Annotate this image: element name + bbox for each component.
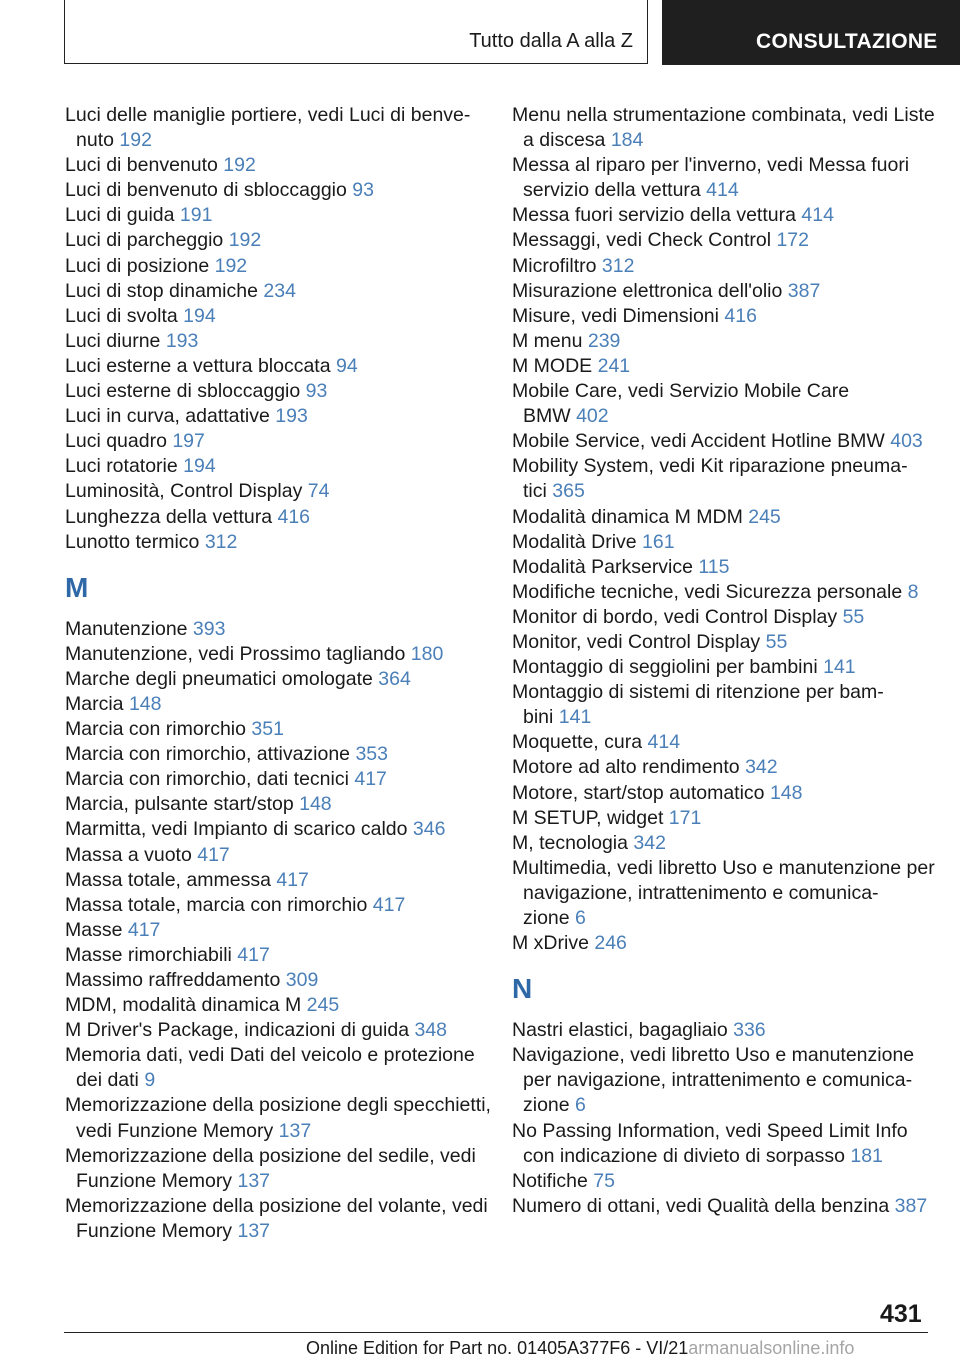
page-reference-link[interactable]: 414 xyxy=(706,179,739,202)
page-reference-link[interactable]: 414 xyxy=(801,204,834,227)
index-entry-text: Marmitta, vedi Impianto di scarico caldo xyxy=(65,818,413,841)
page-reference-link[interactable]: 141 xyxy=(823,656,856,679)
index-entry-text: Marcia con rimorchio xyxy=(65,718,252,741)
index-entry-text: Marcia con rimorchio, dati tecnici xyxy=(65,768,355,791)
index-entry xyxy=(512,429,932,454)
index-entry-text: Navigazione, vedi libretto Uso e manutenzione xyxy=(512,1044,915,1067)
index-entry-text: M Driver's Package, indicazioni di guida xyxy=(65,1019,415,1042)
page-reference-link[interactable]: 74 xyxy=(307,480,330,503)
index-entry-text: Memorizzazione della posizione degli specchietti, xyxy=(65,1094,491,1117)
index-entry-text: Messa fuori servizio della vettura xyxy=(512,204,802,227)
page-reference-link[interactable]: 148 xyxy=(128,692,162,715)
index-entry-text: Funzione Memory xyxy=(76,1169,238,1192)
index-entry-text: Luci rotatorie xyxy=(65,455,184,478)
index-entry-text: Luci di svolta xyxy=(65,304,184,327)
index-entry xyxy=(65,1043,485,1093)
index-entry xyxy=(65,429,485,454)
index-entry xyxy=(512,781,932,806)
index-entry-text: Microfiltro xyxy=(512,254,602,277)
index-entry-text: Massa totale, marcia con rimorchio xyxy=(65,893,373,916)
page-reference-link[interactable]: 137 xyxy=(237,1219,271,1242)
index-entry-text: Funzione Memory xyxy=(76,1219,238,1242)
page-reference-link[interactable]: 416 xyxy=(277,505,311,528)
index-entry-text: Mobility System, vedi Kit riparazione pneuma- xyxy=(512,455,908,478)
page-reference-link[interactable]: 417 xyxy=(127,918,161,941)
page-reference-link[interactable]: 312 xyxy=(601,254,635,277)
index-entry-text: Memoria dati, vedi Dati del veicolo e protezione xyxy=(65,1044,475,1067)
index-entry xyxy=(512,680,932,730)
page-reference-link[interactable]: 148 xyxy=(769,781,803,804)
index-entry-text: Modalità dinamica M MDM xyxy=(512,505,749,528)
page-reference-link[interactable]: 148 xyxy=(299,793,332,816)
index-entry xyxy=(512,228,932,253)
index-entry-text: M, tecnologia xyxy=(512,831,634,854)
index-entry-text: Massimo raffreddamento xyxy=(65,969,286,991)
page-reference-link[interactable]: 137 xyxy=(237,1169,271,1192)
header-left-box xyxy=(64,0,648,64)
page-reference-link[interactable]: 309 xyxy=(285,969,319,991)
index-entry-text: Nastri elastici, bagagliaio xyxy=(512,1019,734,1042)
index-letter-n: N xyxy=(512,973,533,1005)
index-entry xyxy=(65,717,485,742)
index-entry-text: servizio della vettura xyxy=(523,179,707,202)
index-entry xyxy=(65,943,485,968)
index-entry xyxy=(65,454,485,479)
index-entry-text: Massa totale, ammessa xyxy=(65,868,277,891)
index-entry xyxy=(65,968,485,993)
index-entry-text: Motore, start/stop automatico xyxy=(512,781,770,804)
index-entry-text: Memorizzazione della posizione del sedile, vedi xyxy=(65,1144,476,1167)
index-entry-text: BMW xyxy=(523,405,577,428)
page-reference-link[interactable]: 239 xyxy=(587,329,621,352)
index-entry xyxy=(512,555,932,580)
page-reference-link[interactable]: 6 xyxy=(575,907,586,929)
index-entry xyxy=(512,153,932,203)
index-entry-text: M MODE xyxy=(512,354,598,377)
index-entry-text: Lunotto termico xyxy=(65,530,205,553)
index-entry-text: Luci esterne a vettura bloccata xyxy=(65,354,336,377)
index-entry xyxy=(65,404,485,429)
index-entry-text: M menu xyxy=(512,329,588,352)
index-entry xyxy=(512,329,932,354)
index-entry xyxy=(65,868,485,893)
page-reference-link[interactable]: 194 xyxy=(183,304,216,327)
index-entry xyxy=(65,1144,485,1194)
index-entry xyxy=(512,1194,932,1219)
index-entry-text: Modalità Parkservice xyxy=(512,555,699,578)
index-entry xyxy=(512,530,932,555)
page-reference-link[interactable]: 393 xyxy=(192,617,226,640)
index-entry-text: Luci diurne xyxy=(65,329,166,352)
index-entry xyxy=(512,655,932,680)
index-entry-text: Misure, vedi Dimensioni xyxy=(512,304,725,327)
index-entry xyxy=(65,279,485,304)
footer-watermark: armanualsonline.info xyxy=(688,1338,855,1358)
page-reference-link[interactable]: 342 xyxy=(633,831,666,854)
index-entry-text: Massa a vuoto xyxy=(65,843,198,866)
page-reference-link[interactable]: 353 xyxy=(355,743,388,766)
header-tab xyxy=(662,0,960,65)
index-entry-text: Motore ad alto rendimento xyxy=(512,756,746,779)
index-entry-text: vedi Funzione Memory xyxy=(76,1119,279,1142)
index-letter-m: M xyxy=(65,571,89,603)
index-column-left xyxy=(65,103,491,1244)
index-entry xyxy=(65,692,485,717)
index-entry xyxy=(65,329,485,354)
index-entry xyxy=(65,817,485,842)
index-entry-text: Manutenzione xyxy=(65,617,193,640)
index-group-m xyxy=(65,617,491,1244)
page-reference-link[interactable]: 193 xyxy=(275,405,308,428)
index-entry-text: Montaggio di sistemi di ritenzione per bam- xyxy=(512,681,884,704)
index-group-n xyxy=(512,1018,932,1219)
page-reference-link[interactable]: 342 xyxy=(745,756,778,779)
index-entry xyxy=(65,153,485,178)
index-entry xyxy=(65,893,485,918)
index-entry-text: Montaggio di seggiolini per bambini xyxy=(512,656,824,679)
page-reference-link[interactable]: 348 xyxy=(414,1019,448,1042)
index-entry xyxy=(65,103,485,153)
index-entry xyxy=(65,354,485,379)
index-entry xyxy=(65,254,485,279)
index-entry-text: Messa al riparo per l'inverno, vedi Messa fuori xyxy=(512,154,910,177)
index-entry xyxy=(512,203,932,228)
index-entry-text: Marche degli pneumatici omologate xyxy=(65,667,379,690)
index-entry-text: Multimedia, vedi libretto Uso e manutenzione per xyxy=(512,856,935,879)
page-reference-link[interactable]: 387 xyxy=(787,279,821,302)
index-entry xyxy=(512,279,932,304)
page-reference-link[interactable]: 414 xyxy=(647,731,681,754)
index-entry xyxy=(65,304,485,329)
index-entry-text: Mobile Care, vedi Servizio Mobile Care xyxy=(512,380,850,403)
footer-divider xyxy=(64,1332,928,1333)
page-reference-link[interactable]: 312 xyxy=(204,530,238,553)
index-entry-text: Masse rimorchiabili xyxy=(65,943,238,966)
index-entry-text: Masse xyxy=(65,918,128,941)
index-entry xyxy=(65,667,485,692)
index-entry xyxy=(512,856,935,931)
page-reference-link[interactable]: 365 xyxy=(552,480,585,503)
index-entry xyxy=(65,792,485,817)
index-entry xyxy=(512,254,932,279)
page-reference-link[interactable]: 417 xyxy=(276,868,309,891)
index-entry-text: Monitor di bordo, vedi Control Display xyxy=(512,605,843,628)
header-tab-label: CONSULTAZIONE xyxy=(756,30,938,53)
index-entry-text: Luci di stop dinamiche xyxy=(65,279,264,302)
index-entry xyxy=(512,806,932,831)
index-entry xyxy=(512,605,932,630)
index-entry xyxy=(65,379,485,404)
index-entry xyxy=(65,530,485,555)
index-entry-text: Lunghezza della vettura xyxy=(65,505,278,528)
page-reference-link[interactable]: 192 xyxy=(223,154,256,177)
index-entry-text: Luci delle maniglie portiere, vedi Luci di benve- xyxy=(65,104,471,126)
index-entry-text: Numero di ottani, vedi Qualità della benzina xyxy=(512,1194,895,1217)
page-reference-link[interactable]: 94 xyxy=(336,354,358,377)
index-entry-text: nuto xyxy=(76,129,120,152)
index-entry xyxy=(65,993,485,1018)
index-entry-text: No Passing Information, vedi Speed Limit Info xyxy=(512,1119,908,1142)
page-reference-link[interactable]: 8 xyxy=(907,580,919,603)
page-reference-link[interactable]: 93 xyxy=(305,380,328,403)
page-reference-link[interactable]: 241 xyxy=(597,354,631,377)
index-entry-text: Luci in curva, adattative xyxy=(65,405,276,428)
page-reference-link[interactable]: 191 xyxy=(179,204,213,227)
page-number: 431 xyxy=(880,1300,922,1328)
index-entry xyxy=(65,505,485,530)
index-entry-text: Misurazione elettronica dell'olio xyxy=(512,279,788,302)
index-entry-text: Memorizzazione della posizione del volante, vedi xyxy=(65,1194,488,1217)
index-entry-text: Luci esterne di sbloccaggio xyxy=(65,380,306,403)
index-entry xyxy=(512,831,932,856)
index-entry-text: Luci di benvenuto xyxy=(65,154,224,177)
index-entry-text: Luci di posizione xyxy=(65,254,215,277)
index-entry-text: Monitor, vedi Control Display xyxy=(512,630,766,653)
page-reference-link[interactable]: 193 xyxy=(165,329,199,352)
page-reference-link[interactable]: 115 xyxy=(698,555,730,578)
index-entry xyxy=(512,379,932,429)
page-reference-link[interactable]: 180 xyxy=(410,642,444,665)
index-entry xyxy=(512,630,932,655)
footer-edition-text: Online Edition for Part no. 01405A377F6 - VI/21 xyxy=(306,1338,689,1358)
index-entry xyxy=(512,1119,932,1169)
index-entry xyxy=(512,1018,932,1043)
index-entry-text: MDM, modalità dinamica M xyxy=(65,994,307,1017)
index-entry-text: Luci di guida xyxy=(65,204,180,227)
page-reference-link[interactable]: 55 xyxy=(765,630,788,653)
index-entry-text: Marcia con rimorchio, attivazione xyxy=(65,743,356,766)
page-reference-link[interactable]: 6 xyxy=(575,1094,586,1117)
index-entry xyxy=(512,755,932,780)
index-entry xyxy=(512,505,932,530)
index-entry-text: Luci quadro xyxy=(65,430,173,453)
index-entry xyxy=(65,617,485,642)
index-entry xyxy=(512,730,932,755)
index-entry-text: navigazione, intrattenimento e comunica- xyxy=(523,881,879,904)
page-reference-link[interactable]: 141 xyxy=(558,706,592,729)
page-reference-link[interactable]: 171 xyxy=(668,806,702,829)
index-entry-text: Luci di benvenuto di sbloccaggio xyxy=(65,179,353,202)
index-entry-text: zione xyxy=(523,907,576,929)
index-entry-text: Mobile Service, vedi Accident Hotline BMW xyxy=(512,430,891,453)
index-entry-text: Moquette, cura xyxy=(512,731,648,754)
index-entry xyxy=(512,354,932,379)
index-entry xyxy=(65,1194,488,1244)
index-entry xyxy=(65,767,485,792)
index-entry xyxy=(65,479,485,504)
index-entry xyxy=(65,742,485,767)
index-entry xyxy=(512,1043,932,1118)
index-entry-text: con indicazione di divieto di sorpasso xyxy=(523,1144,851,1167)
index-entry xyxy=(65,1018,485,1043)
page-reference-link[interactable]: 192 xyxy=(228,229,262,252)
index-entry-text: Notifiche xyxy=(512,1169,594,1192)
page-reference-link[interactable]: 417 xyxy=(354,768,387,791)
index-group-l xyxy=(65,103,485,555)
index-entry xyxy=(512,1169,932,1194)
page-reference-link[interactable]: 416 xyxy=(724,304,757,327)
page-reference-link[interactable]: 402 xyxy=(576,405,609,428)
page-reference-link[interactable]: 351 xyxy=(251,718,284,741)
page-reference-link[interactable]: 184 xyxy=(610,129,644,152)
index-entry-text: Menu nella strumentazione combinata, vedi Liste xyxy=(512,104,935,126)
page-reference-link[interactable]: 417 xyxy=(372,893,406,916)
page-reference-link[interactable]: 387 xyxy=(894,1194,928,1217)
index-entry xyxy=(512,580,932,605)
page-reference-link[interactable]: 197 xyxy=(172,430,205,453)
page-reference-link[interactable]: 234 xyxy=(263,279,296,302)
page-reference-link[interactable]: 417 xyxy=(197,843,230,866)
index-entry-text: a discesa xyxy=(523,129,611,152)
page-reference-link[interactable]: 245 xyxy=(306,994,340,1017)
index-entry-text: M SETUP, widget xyxy=(512,806,669,829)
index-entry-text: Messaggi, vedi Check Control xyxy=(512,229,777,252)
index-entry-text: Luci di parcheggio xyxy=(65,229,229,252)
index-entry-text: Modifiche tecniche, vedi Sicurezza personale xyxy=(512,580,908,603)
index-entry-text: zione xyxy=(523,1094,576,1117)
header-section-label: Tutto dalla A alla Z xyxy=(469,30,633,52)
index-entry xyxy=(512,103,935,153)
page-reference-link[interactable]: 192 xyxy=(214,254,248,277)
index-entry-text: Luminosità, Control Display xyxy=(65,480,308,503)
index-entry-text: Marcia xyxy=(65,692,129,715)
page-reference-link[interactable]: 417 xyxy=(237,943,270,966)
page-reference-link[interactable]: 245 xyxy=(748,505,781,528)
index-entry xyxy=(65,918,485,943)
index-entry-text: Marcia, pulsante start/stop xyxy=(65,793,300,816)
page-reference-link[interactable]: 9 xyxy=(144,1069,156,1092)
index-entry-text: M xDrive xyxy=(512,932,595,955)
index-entry-text: per navigazione, intrattenimento e comunica- xyxy=(523,1069,913,1092)
index-entry xyxy=(65,203,485,228)
page-reference-link[interactable]: 336 xyxy=(733,1019,766,1042)
index-entry xyxy=(65,178,485,203)
index-entry xyxy=(512,304,932,329)
index-entry xyxy=(65,228,485,253)
index-entry xyxy=(65,1093,491,1143)
footer-edition xyxy=(306,1338,854,1359)
index-entry-text: Modalità Drive xyxy=(512,530,643,553)
index-entry xyxy=(65,642,485,667)
page-reference-link[interactable]: 93 xyxy=(352,179,374,202)
index-entry-text: tici xyxy=(523,480,553,503)
page-reference-link[interactable]: 194 xyxy=(183,455,216,478)
index-entry xyxy=(65,843,485,868)
index-entry-text: dei dati xyxy=(76,1069,145,1092)
page-reference-link[interactable]: 181 xyxy=(850,1144,883,1167)
index-entry xyxy=(512,931,932,956)
page-reference-link[interactable]: 346 xyxy=(412,818,446,841)
index-column-right xyxy=(512,103,935,1219)
index-entry-text: Manutenzione, vedi Prossimo tagliando xyxy=(65,642,411,665)
page-reference-link[interactable]: 172 xyxy=(776,229,809,252)
page-reference-link[interactable]: 137 xyxy=(278,1119,312,1142)
index-group-m-continued xyxy=(512,103,935,956)
page-reference-link[interactable]: 55 xyxy=(842,605,865,628)
page-reference-link[interactable]: 192 xyxy=(119,129,152,152)
page-reference-link[interactable]: 364 xyxy=(378,667,411,690)
page-reference-link[interactable]: 161 xyxy=(642,530,675,553)
index-entry xyxy=(512,454,932,504)
page-reference-link[interactable]: 403 xyxy=(890,430,923,453)
page-reference-link[interactable]: 75 xyxy=(593,1169,615,1192)
page-reference-link[interactable]: 246 xyxy=(594,932,627,955)
index-entry-text: bini xyxy=(523,706,559,729)
